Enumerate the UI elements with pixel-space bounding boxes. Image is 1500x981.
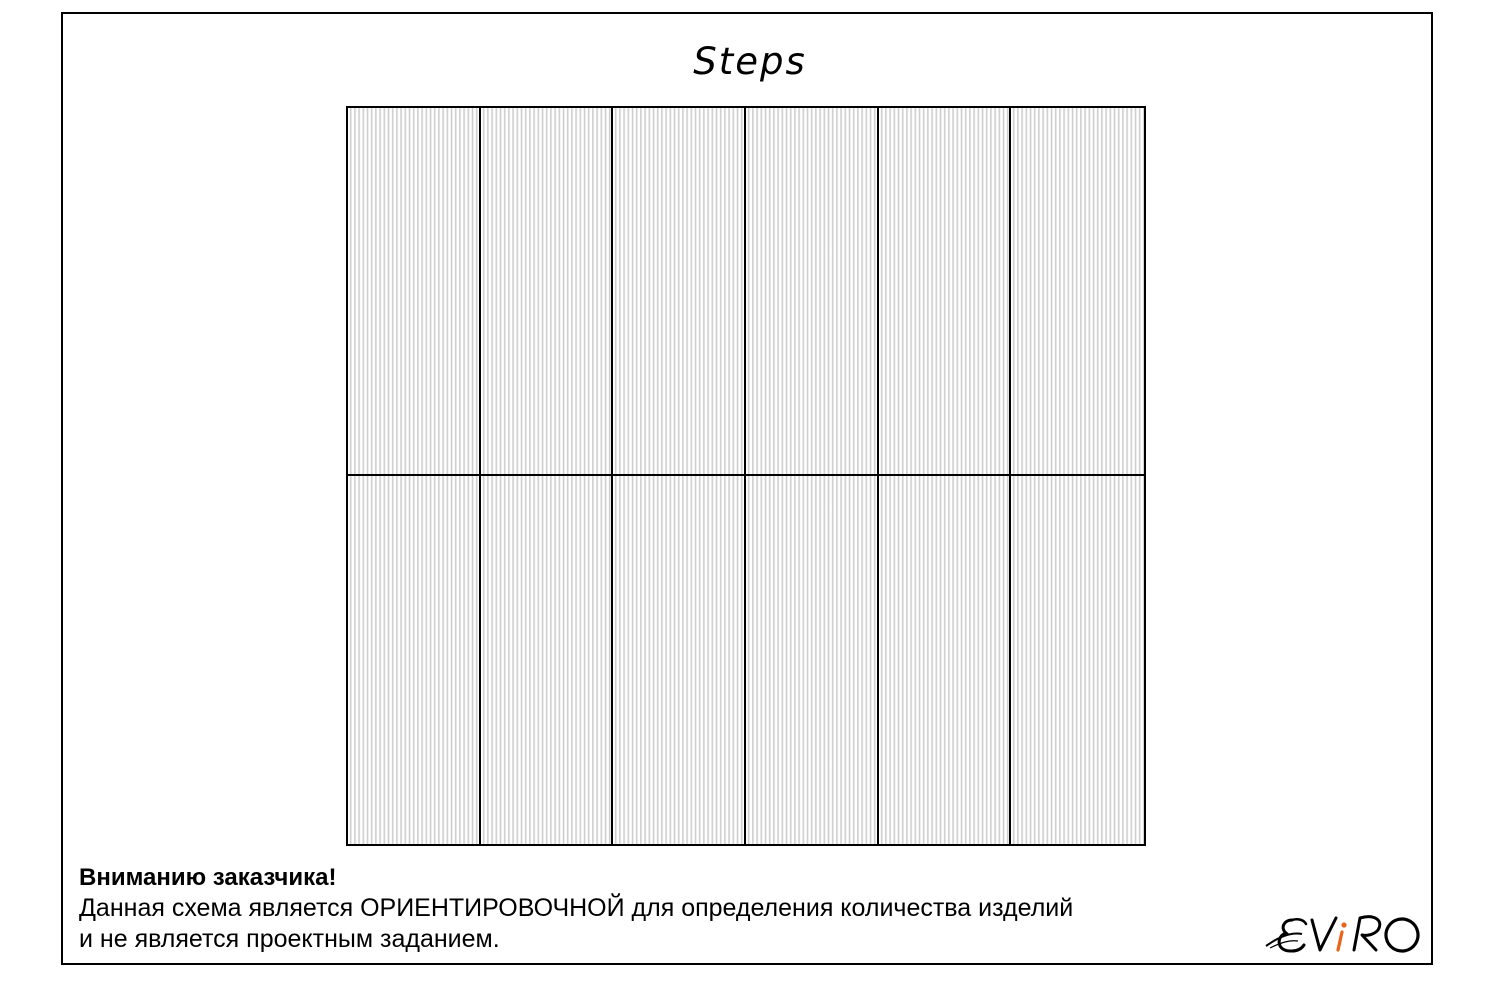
wall-panel-r2-c6 bbox=[1011, 476, 1144, 844]
eviro-logo bbox=[1262, 906, 1432, 966]
wall-panel-r1-c3 bbox=[613, 108, 746, 476]
wall-panel-r1-c1 bbox=[348, 108, 481, 476]
notice-line-2: и не является проектным заданием. bbox=[79, 925, 500, 953]
wall-panel-r2-c5 bbox=[879, 476, 1012, 844]
wall-panel-r1-c2 bbox=[481, 108, 614, 476]
wall-panel-r1-c4 bbox=[746, 108, 879, 476]
wall-panel-r1-c6 bbox=[1011, 108, 1144, 476]
wall-panel-r2-c4 bbox=[746, 476, 879, 844]
scheme-title: Steps bbox=[693, 40, 807, 83]
notice-line-1: Данная схема является ОРИЕНТИРОВОЧНОЙ для определения количества изделий bbox=[79, 894, 1074, 922]
wall-panel-r2-c1 bbox=[348, 476, 481, 844]
wall-panel-r2-c3 bbox=[613, 476, 746, 844]
wall-panel-r2-c2 bbox=[481, 476, 614, 844]
customer-notice bbox=[79, 862, 1073, 955]
wall-panel-r1-c5 bbox=[879, 108, 1012, 476]
panel-layout-grid bbox=[346, 106, 1146, 846]
notice-heading: Вниманию заказчика! bbox=[79, 864, 337, 891]
